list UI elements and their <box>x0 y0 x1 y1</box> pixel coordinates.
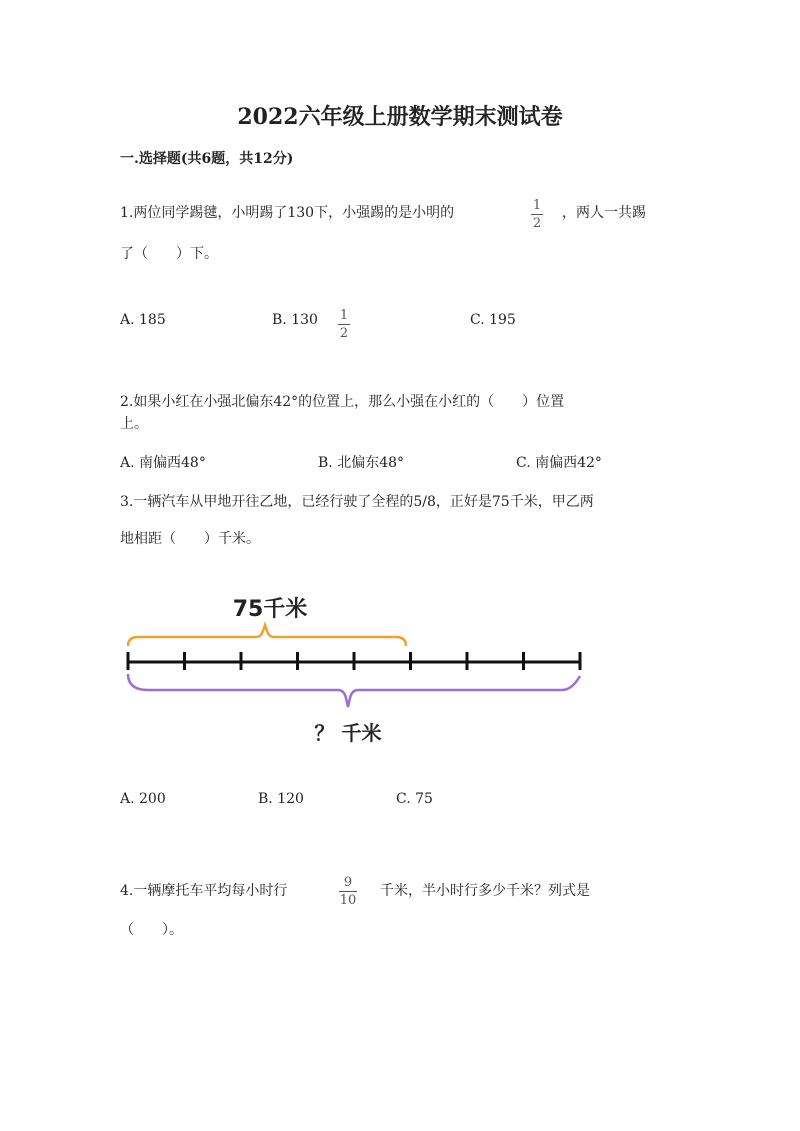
q2-line1: 2.如果小红在小强北偏东42°的位置上，那么小强在小红的（ ）位置 <box>120 394 565 410</box>
q2-option-c: C. 南偏西42° <box>516 455 602 471</box>
section-heading: 一.选择题(共6题，共12分) <box>120 151 294 167</box>
q3-option-a: A. 200 <box>120 791 166 807</box>
q1-fraction-numerator: 1 <box>532 198 542 213</box>
q1-line1: 1.两位同学踢毽，小明踢了130下，小强踢的是小明的 <box>120 205 455 221</box>
q3-line1: 3.一辆汽车从甲地开往乙地，已经行驶了全程的5/8，正好是75千米，甲乙两 <box>120 494 594 510</box>
segment-diagram <box>110 580 600 760</box>
total-distance-brace <box>128 674 580 707</box>
q1-option-b-fraction <box>338 308 350 341</box>
q4-fraction-numerator: 9 <box>343 875 353 890</box>
q1-option-c: C. 195 <box>470 312 516 328</box>
diagram-top-label: 75千米 <box>232 597 308 622</box>
q4-line2: （ ）。 <box>120 922 183 938</box>
q1-option-a: A. 185 <box>120 312 166 328</box>
q3-option-b: B. 120 <box>258 791 304 807</box>
q3-option-c: C. 75 <box>396 791 433 807</box>
q2-option-a: A. 南偏西48° <box>120 455 206 471</box>
q3-line2: 地相距（ ）千米。 <box>120 531 260 547</box>
known-distance-brace <box>128 625 406 646</box>
page-title: 2022六年级上册数学期末测试卷 <box>237 104 563 130</box>
q1-line1-tail: ，两人一共踢 <box>562 205 646 221</box>
q1-fraction <box>531 198 543 231</box>
q2-option-b: B. 北偏东48° <box>318 455 405 471</box>
q1-fraction-denominator: 2 <box>532 216 542 231</box>
q4-line1-tail: 千米，半小时行多少千米？列式是 <box>380 883 590 899</box>
q1-option-b: B. 130 <box>272 312 318 328</box>
q1-line2: 了（ ）下。 <box>120 246 218 262</box>
q2-line2: 上。 <box>120 416 148 432</box>
q1-option-b-denominator: 2 <box>339 326 349 341</box>
q4-fraction-denominator: 10 <box>339 893 357 908</box>
q4-fraction <box>339 875 357 908</box>
diagram-bottom-label: ？ 千米 <box>314 721 382 745</box>
q1-option-b-numerator: 1 <box>339 308 349 323</box>
q4-line1: 4.一辆摩托车平均每小时行 <box>120 883 288 899</box>
